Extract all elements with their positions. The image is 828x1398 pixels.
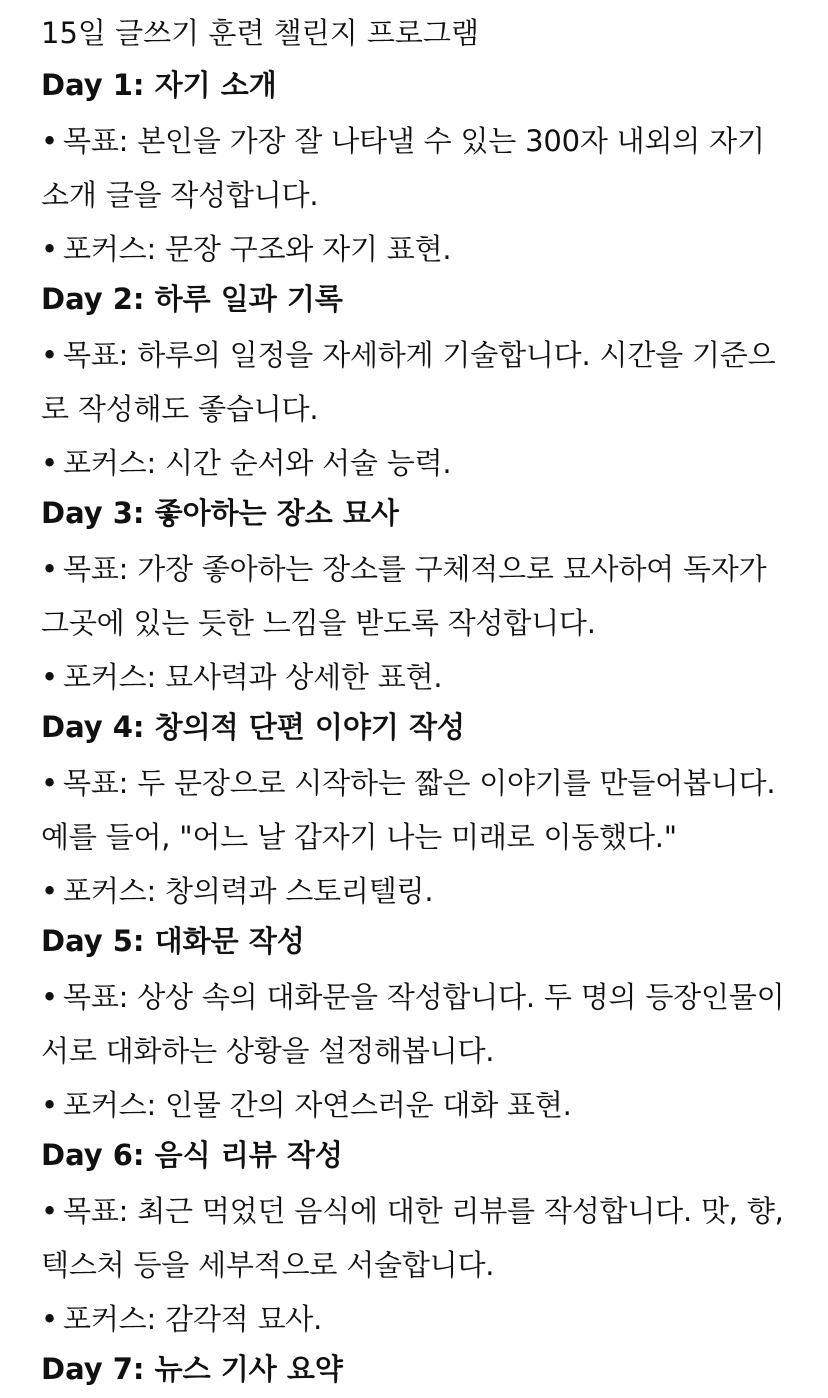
day-section-6 (41, 1132, 786, 1346)
day-section-2 (41, 276, 786, 490)
focus-item (41, 436, 786, 490)
focus-text: 포커스: 묘사력과 상세한 표현. (63, 660, 443, 694)
document (41, 10, 786, 1398)
day-section-3 (41, 490, 786, 704)
goal-text: 목표: 상상 속의 대화문을 작성합니다. 두 명의 등장인물이 서로 대화하는 상황을 설정해봅니다. (41, 980, 785, 1068)
bullet-icon: • (41, 1194, 58, 1228)
bullet-icon: • (41, 124, 58, 158)
goal-text: 목표: 하루의 일정을 자세하게 기술합니다. 시간을 기준으로 작성해도 좋습니다. (41, 338, 776, 426)
bullet-icon: • (41, 766, 58, 800)
bullet-icon: • (41, 338, 58, 372)
goal-text: 목표: 가장 좋아하는 장소를 구체적으로 묘사하여 독자가 그곳에 있는 듯한 느낌을 받도록 작성합니다. (41, 552, 767, 640)
bullet-icon: • (41, 552, 58, 586)
focus-item (41, 1292, 786, 1346)
focus-text: 포커스: 시간 순서와 서술 능력. (63, 446, 452, 480)
focus-text: 포커스: 인물 간의 자연스러운 대화 표현. (63, 1088, 572, 1122)
focus-text: 포커스: 문장 구조와 자기 표현. (63, 232, 452, 266)
day-heading: Day 6: 음식 리뷰 작성 (41, 1138, 343, 1172)
goal-item (41, 328, 786, 436)
day-heading: Day 4: 창의적 단편 이야기 작성 (41, 710, 466, 744)
goal-item (41, 542, 786, 650)
bullet-icon: • (41, 446, 58, 480)
focus-item (41, 222, 786, 276)
day-section-1 (41, 62, 786, 276)
day-heading: Day 3: 좋아하는 장소 묘사 (41, 496, 399, 530)
day-heading: Day 7: 뉴스 기사 요약 (41, 1352, 343, 1386)
focus-item (41, 864, 786, 918)
day-section-4 (41, 704, 786, 918)
focus-text: 포커스: 창의력과 스토리텔링. (63, 874, 434, 908)
bullet-icon: • (41, 660, 58, 694)
goal-item (41, 1184, 786, 1292)
focus-item (41, 1078, 786, 1132)
goal-item (41, 970, 786, 1078)
day-section-5 (41, 918, 786, 1132)
goal-text: 목표: 본인을 가장 잘 나타낼 수 있는 300자 내외의 자기소개 글을 작성합니다. (41, 124, 765, 212)
bullet-icon: • (41, 980, 58, 1014)
goal-item (41, 756, 786, 864)
bullet-icon: • (41, 1302, 58, 1336)
day-section-7 (41, 1346, 786, 1392)
day-heading: Day 5: 대화문 작성 (41, 924, 305, 958)
focus-item (41, 650, 786, 704)
bullet-icon: • (41, 232, 58, 266)
bullet-icon: • (41, 874, 58, 908)
day-heading: Day 2: 하루 일과 기록 (41, 282, 343, 316)
document-title: 15일 글쓰기 훈련 챌린지 프로그램 (41, 16, 479, 50)
goal-text: 목표: 두 문장으로 시작하는 짧은 이야기를 만들어봅니다. 예를 들어, "어느 날 갑자기 나는 미래로 이동했다." (41, 766, 776, 854)
goal-text: 목표: 최근 먹었던 음식에 대한 리뷰를 작성합니다. 맛, 향, 텍스처 등을 세부적으로 서술합니다. (41, 1194, 784, 1282)
bullet-icon: • (41, 1088, 58, 1122)
day-heading: Day 1: 자기 소개 (41, 68, 277, 102)
goal-item (41, 114, 786, 222)
focus-text: 포커스: 감각적 묘사. (63, 1302, 323, 1336)
